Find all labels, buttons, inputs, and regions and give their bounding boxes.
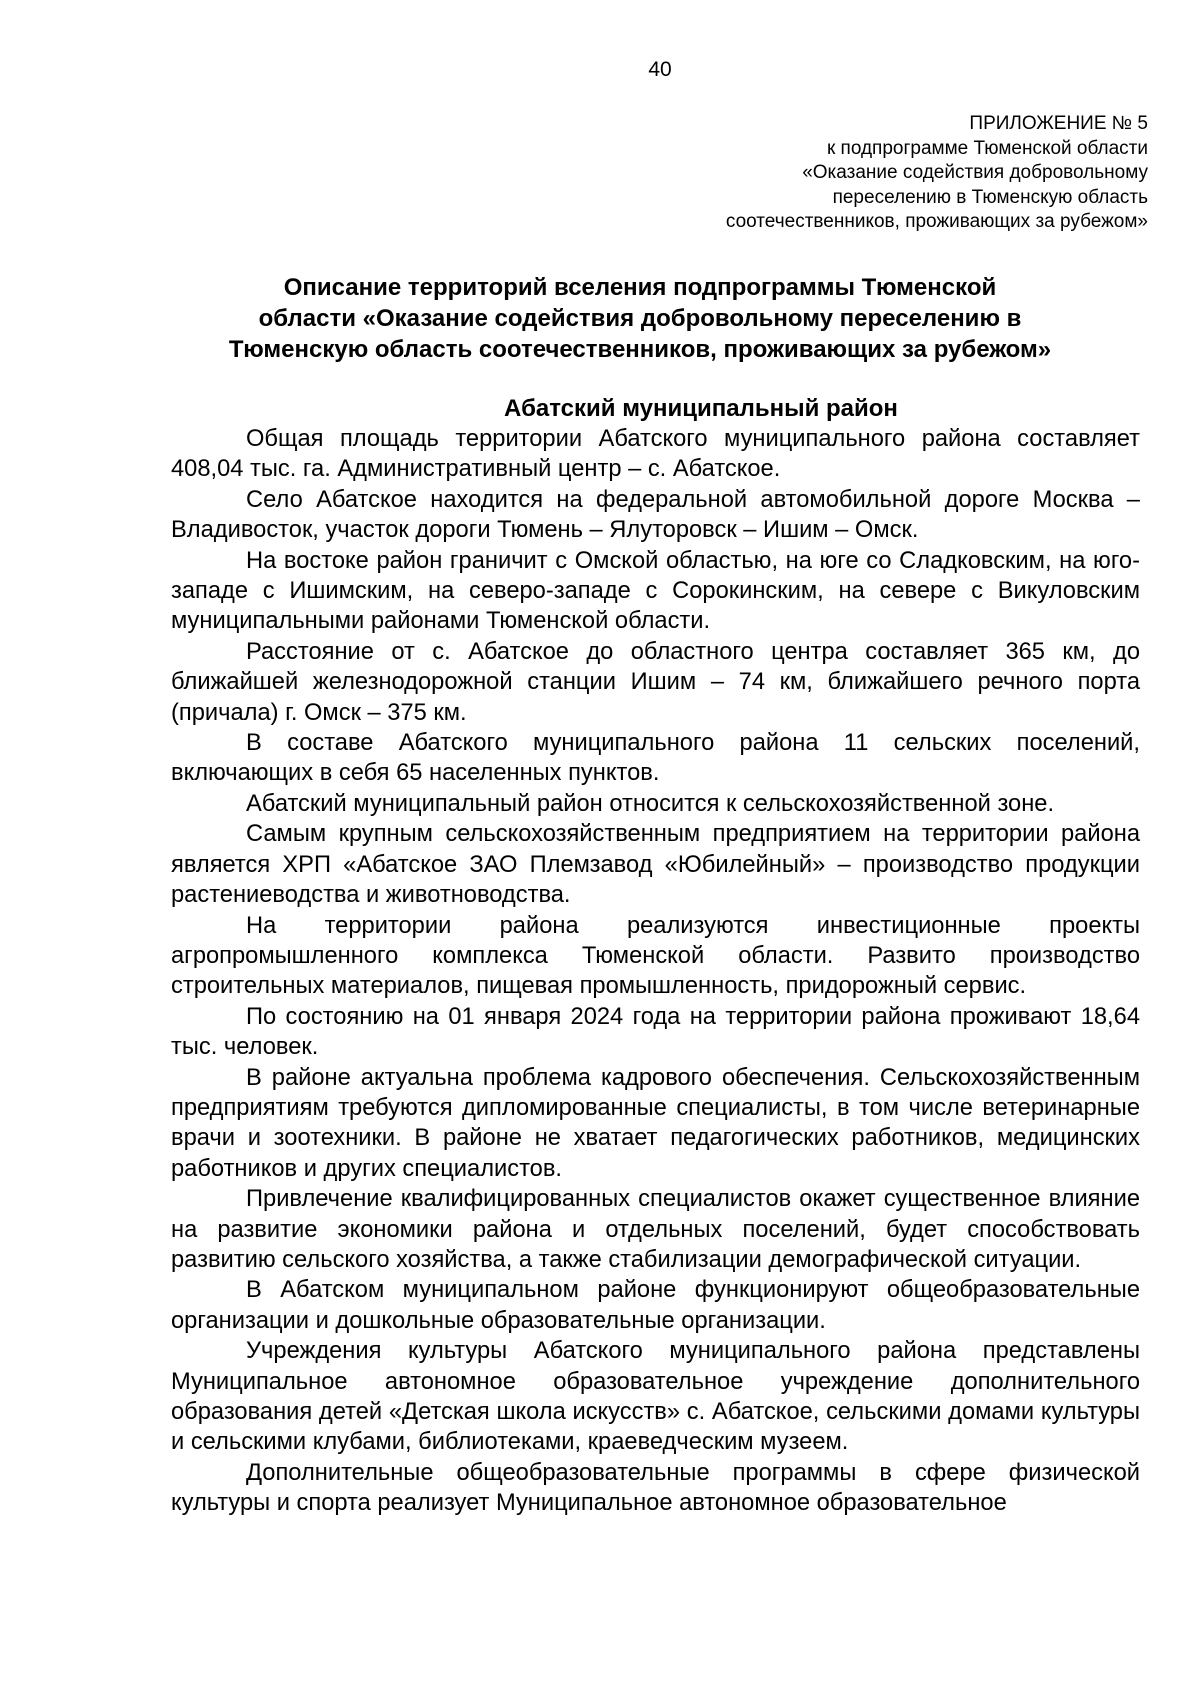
title-line: Описание территорий вселения подпрограммы Тюменской [283,274,997,301]
title-line: области «Оказание содействия добровольному переселению в [258,305,1022,332]
paragraph: В Абатском муниципальном районе функционируют общеобразовательные организации и дошкольные образовательные организации. [171,1277,1140,1334]
appendix-line: «Оказание содействия добровольному [802,162,1148,183]
paragraph: Расстояние от с. Абатское до областного центра составляет 365 км, до ближайшей железнодорожной станции Ишим – 74 км, ближайшего речного порта (причала) г. Омск – 375 км. [171,638,1140,726]
paragraph: Учреждения культуры Абатского муниципального района представлены Муниципальное автономное образовательное учреждение дополнительного образования детей «Детская школа искусств» с. Абатское, сельскими домами культуры и сельскими клубами, библиотеками, краеведческим музеем. [171,1338,1140,1456]
document-title [140,272,1140,365]
paragraph: Село Абатское находится на федеральной автомобильной дороге Москва – Владивосток, участок дороги Тюмень – Ялуторовск – Ишим – Омск. [171,486,1140,544]
page-number: 40 [648,58,672,81]
appendix-line: соотечественников, проживающих за рубежом» [725,211,1148,232]
paragraph: Привлечение квалифицированных специалистов окажет существенное влияние на развитие экономики района и отдельных поселений, будет способствовать развитию сельского хозяйства, а также стабилизации демографической ситуации. [171,1186,1140,1273]
paragraph: Самым крупным сельскохозяйственным предприятием на территории района является ХРП «Абатское ЗАО Племзавод «Юбилейный» – производство продукции растениеводства и животноводства. [171,821,1140,909]
section-title: Абатский муниципальный район [504,395,898,422]
appendix-line: к подпрограмме Тюменской области [826,137,1148,159]
paragraph: На востоке район граничит с Омской областью, на юге со Сладковским, на юго-западе с Ишимским, на северо-западе с Сорокинским, на севере с Викуловским муниципальными районами Тюменской области. [171,547,1140,635]
paragraph: В районе актуальна проблема кадрового обеспечения. Сельскохозяйственным предприятиям требуются дипломированные специалисты, в том числе ветеринарные врачи и зоотехники. В районе не хватает педагогических работников, медицинских работников и других специалистов. [171,1064,1140,1182]
paragraph: Общая площадь территории Абатского муниципального района составляет 408,04 тыс. га. Административный центр – с. Абатское. [171,426,1140,483]
paragraph: Дополнительные общеобразовательные программы в сфере физической культуры и спорта реализует Муниципальное автономное образовательное [171,1459,1140,1517]
paragraph: По состоянию на 01 января 2024 года на территории района проживают 18,64 тыс. человек. [171,1003,1140,1061]
body-text [171,424,1140,1519]
appendix-line: ПРИЛОЖЕНИЕ № 5 [969,113,1148,134]
paragraph: В составе Абатского муниципального района 11 сельских поселений, включающих в себя 65 населенных пунктов. [171,730,1140,787]
paragraph: На территории района реализуются инвестиционные проекты агропромышленного комплекса Тюменской области. Развито производство строительных материалов, пищевая промышленность, придорожный сервис. [171,912,1140,1000]
title-line: Тюменскую область соотечественников, проживающих за рубежом» [228,336,1052,363]
paragraph: Абатский муниципальный район относится к сельскохозяйственной зоне. [246,790,1055,817]
appendix-line: переселению в Тюменскую область [832,186,1148,208]
appendix-header [508,112,1148,235]
